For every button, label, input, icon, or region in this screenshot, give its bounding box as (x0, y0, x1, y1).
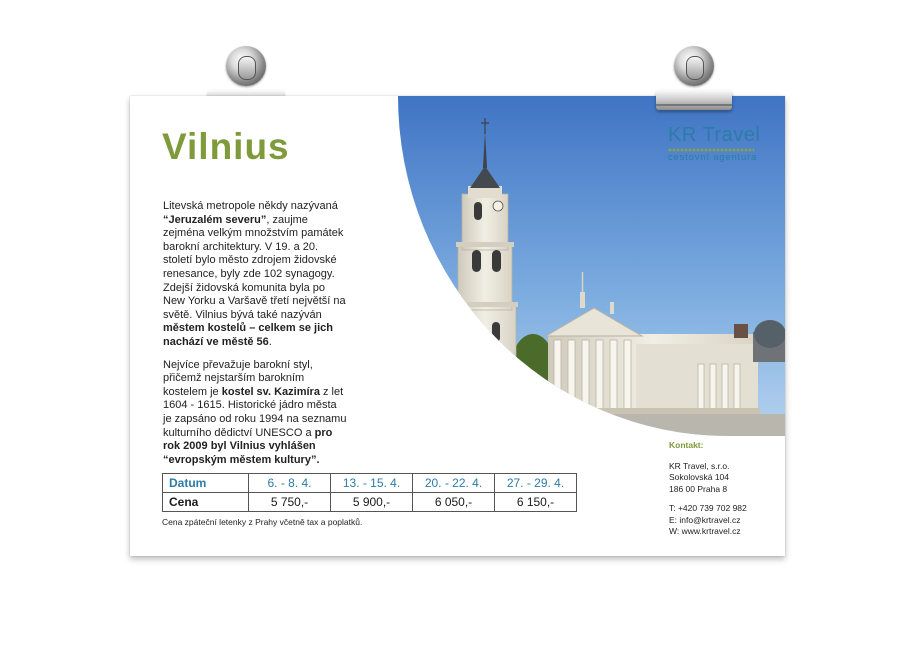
text-run: , zaujme zejména velkým množstvím památek barokní architektury. V 19. a 20. století bylo město zdrojem židovské renesance, byly zde 102 synagogy. Zdejší židovská komunita byla po New Yorku a Varšavě třetí největší na světě. Vilnius bývá také nazýván (163, 213, 346, 321)
date-cell: 27. - 29. 4. (495, 474, 577, 493)
contact-block (669, 440, 747, 538)
price-header-cell: Cena (163, 493, 249, 512)
date-header-cell: Datum (163, 474, 249, 493)
text-run: “Jeruzalém severu” (163, 213, 267, 226)
price-cell: 5 750,- (249, 493, 331, 512)
price-cell: 6 050,- (413, 493, 495, 512)
price-cell: 5 900,- (331, 493, 413, 512)
kr-travel-logo (668, 124, 760, 163)
logo-name: KR Travel (668, 124, 761, 146)
price-row (163, 493, 577, 512)
contact-street: Sokolovská 104 (669, 472, 730, 482)
date-cell: 20. - 22. 4. (413, 474, 495, 493)
price-table (162, 473, 577, 512)
text-run: pro rok 2009 byl Vilnius vyhlášen “evropským městem kultury”. (163, 426, 333, 466)
paragraph-1 (163, 200, 348, 350)
text-run: městem kostelů – celkem se jich nachází ve městě 56 (163, 322, 333, 348)
description-text (163, 200, 348, 476)
binder-clip-right (656, 44, 736, 124)
text-run: Nejvíce převažuje barokní styl, přičemž nejstarším barokním kostelem je (163, 358, 313, 398)
poster-title: Vilnius (162, 126, 290, 167)
contact-phone: T: +420 739 702 982 (669, 503, 747, 513)
contact-email: E: info@krtravel.cz (669, 514, 741, 525)
contact-city: 186 00 Praha 8 (669, 483, 728, 494)
text-run: . (268, 335, 272, 348)
text-run: z let 1604 - 1615. Historické jádro města je zapsáno od roku 1994 na seznamu kulturního dědictví UNESCO a (163, 385, 347, 439)
paragraph-2 (163, 359, 348, 468)
contact-heading: Kontakt: (669, 440, 704, 450)
poster (130, 96, 785, 556)
text-run: kostel sv. Kazimíra (221, 385, 320, 398)
contact-company: KR Travel, s.r.o. (669, 460, 730, 471)
logo-subtitle: cestovní agentura (668, 152, 758, 163)
date-cell: 13. - 15. 4. (331, 474, 413, 493)
price-footnote: Cena zpáteční letenky z Prahy včetně tax a poplatků. (162, 517, 363, 527)
price-cell: 6 150,- (495, 493, 577, 512)
date-cell: 6. - 8. 4. (249, 474, 331, 493)
text-run: Litevská metropole někdy nazývaná (163, 200, 338, 212)
date-row (163, 474, 577, 493)
contact-web: W: www.krtravel.cz (669, 526, 741, 536)
